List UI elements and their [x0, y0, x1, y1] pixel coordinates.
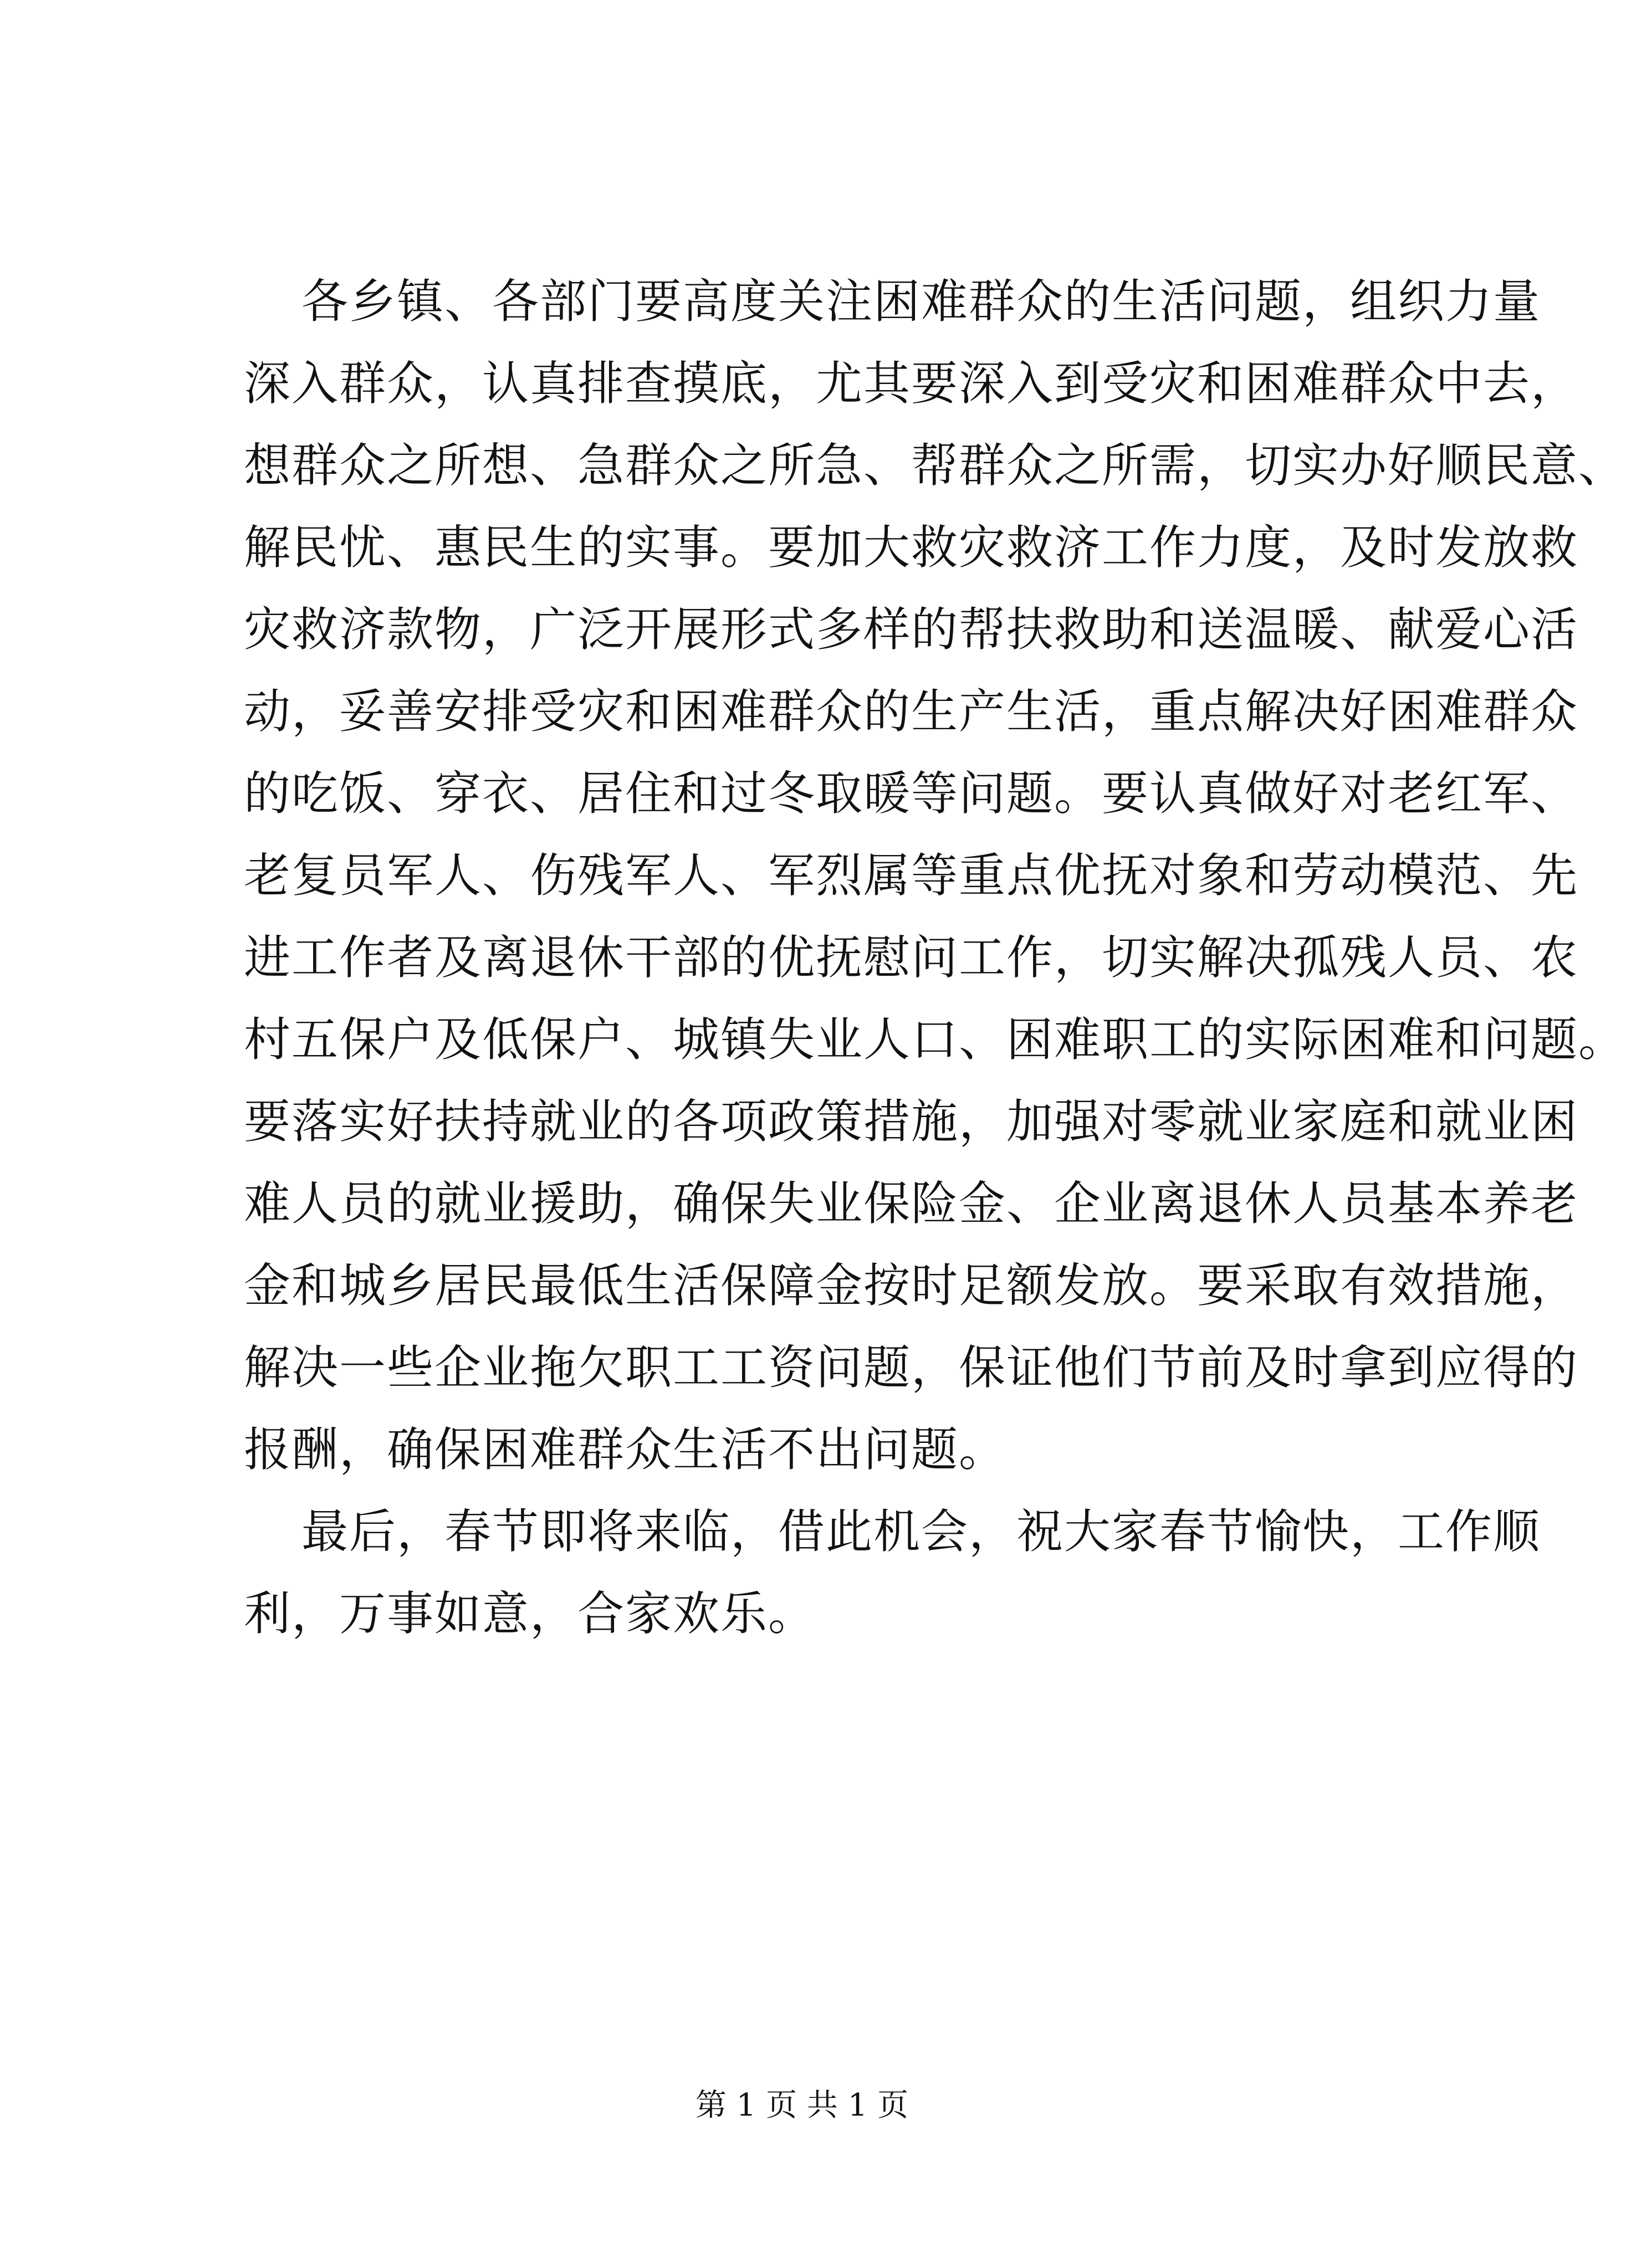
- text-line: 各乡镇、各部门要高度关注困难群众的生活问题，组织力量: [301, 274, 1541, 329]
- text-line: 难人员的就业援助，确保失业保险金、企业离退休人员基本养老: [244, 1176, 1579, 1231]
- text-line: 报酬，确保困难群众生活不出问题。: [244, 1422, 1007, 1477]
- text-line: 金和城乡居民最低生活保障金按时足额发放。要采取有效措施，: [244, 1258, 1579, 1313]
- text-line: 灾救济款物，广泛开展形式多样的帮扶救助和送温暖、献爱心活: [244, 602, 1579, 657]
- document-body: [244, 260, 1626, 1655]
- text-line: 解民忧、惠民生的实事。要加大救灾救济工作力度，及时发放救: [244, 520, 1579, 575]
- text-line: 老复员军人、伤残军人、军烈属等重点优抚对象和劳动模范、先: [244, 848, 1579, 903]
- text-line: 利，万事如意，合家欢乐。: [244, 1586, 816, 1641]
- page-number: 第 1 页 共 1 页: [695, 2087, 909, 2123]
- text-line: 想群众之所想、急群众之所急、帮群众之所需，切实办好顺民意、: [244, 438, 1626, 493]
- text-line: 村五保户及低保户、城镇失业人口、困难职工的实际困难和问题。: [244, 1012, 1626, 1067]
- text-line: 解决一些企业拖欠职工工资问题，保证他们节前及时拿到应得的: [244, 1340, 1579, 1395]
- text-line: 进工作者及离退休干部的优抚慰问工作，切实解决孤残人员、农: [244, 930, 1579, 985]
- text-line: 最后，春节即将来临，借此机会，祝大家春节愉快，工作顺: [301, 1504, 1541, 1559]
- paragraph-closing-wishes: [244, 1491, 1541, 1655]
- text-line: 的吃饭、穿衣、居住和过冬取暖等问题。要认真做好对老红军、: [244, 766, 1579, 821]
- text-line: 深入群众，认真排查摸底，尤其要深入到受灾和困难群众中去，: [244, 356, 1579, 411]
- page-footer: [0, 2086, 1604, 2125]
- text-line: 动，妥善安排受灾和困难群众的生产生活，重点解决好困难群众: [244, 684, 1579, 739]
- paragraph-relief-work: [244, 260, 1626, 1491]
- text-line: 要落实好扶持就业的各项政策措施，加强对零就业家庭和就业困: [244, 1094, 1579, 1149]
